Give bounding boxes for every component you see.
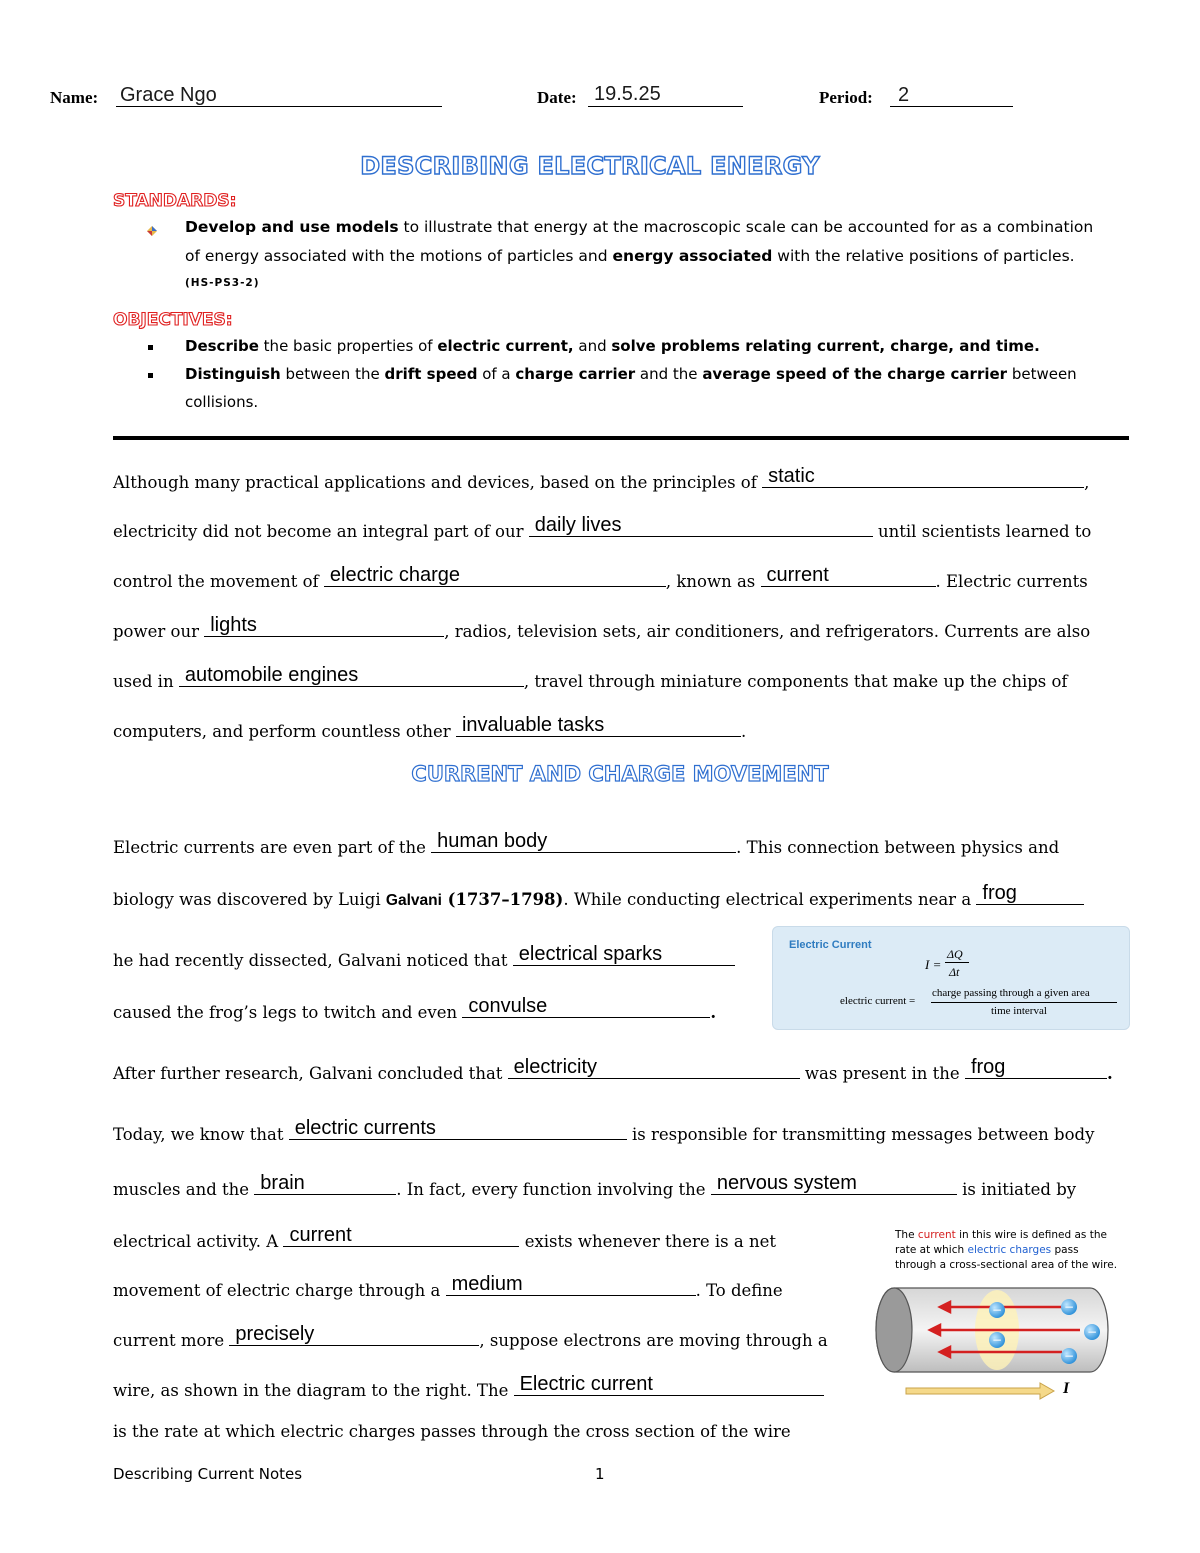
para2-line11: wire, as shown in the diagram to the right. The Electric current: [113, 1373, 824, 1400]
answer-blank[interactable]: brain: [254, 1172, 396, 1195]
objective-2: Distinguish between the drift speed of a charge carrier and the average speed of the charge carrier between: [185, 365, 1077, 383]
svg-text:−: −: [1086, 1325, 1098, 1339]
answer-blank[interactable]: daily lives: [529, 514, 873, 537]
answer-blank[interactable]: current: [761, 564, 936, 587]
answer-blank[interactable]: medium: [446, 1273, 696, 1296]
para1-line6: computers, and perform countless other invaluable tasks .: [113, 714, 747, 741]
standard-line-1: Develop and use models to illustrate that energy at the macroscopic scale can be accounted for as a combination: [185, 218, 1094, 236]
date-field[interactable]: [588, 106, 743, 107]
answer-blank[interactable]: convulse: [462, 995, 710, 1018]
fraction-bar: [945, 962, 969, 963]
date-label: Date:: [537, 88, 577, 107]
answer-blank[interactable]: nervous system: [711, 1172, 957, 1195]
section-title: CURRENT AND CHARGE MOVEMENT: [411, 762, 829, 786]
svg-text:−: −: [1063, 1300, 1075, 1314]
para2-line9: movement of electric charge through a medium . To define: [113, 1273, 783, 1300]
answer-blank[interactable]: current: [283, 1224, 519, 1247]
diamond-bullet-icon: [146, 222, 158, 241]
answer-blank[interactable]: lights: [204, 614, 444, 637]
svg-text:−: −: [991, 1303, 1003, 1317]
answer-blank[interactable]: electricity: [508, 1056, 800, 1079]
diagram-caption: The current in this wire is defined as the rate at which electric charges pass through a cross-sectional area of the wire.: [895, 1229, 1118, 1271]
name-label: Name:: [50, 88, 99, 107]
standard-emphasis: Develop and use models: [185, 218, 399, 236]
para2-line3: he had recently dissected, Galvani noticed that electrical sparks: [113, 943, 735, 970]
current-direction-arrow: [906, 1383, 1054, 1399]
para2-line7: muscles and the brain . In fact, every function involving the nervous system is initiated by: [113, 1172, 1077, 1199]
period-value: 2: [898, 84, 910, 106]
current-symbol: I: [1063, 1380, 1070, 1397]
answer-blank[interactable]: invaluable tasks: [456, 714, 741, 737]
answer-blank[interactable]: static: [762, 465, 1084, 488]
equation-box-label: Electric Current: [789, 939, 872, 951]
objectives-heading: OBJECTIVES:: [113, 310, 233, 330]
answer-blank[interactable]: human body: [431, 830, 736, 853]
equation-numerator: charge passing through a given area: [932, 987, 1090, 999]
objective-2-cont: collisions.: [185, 393, 259, 411]
para2-line12: is the rate at which electric charges passes through the cross section of the wire: [113, 1422, 791, 1441]
para1-line2: electricity did not become an integral part of our daily lives until scientists learned to: [113, 514, 1092, 541]
objective-1: Describe the basic properties of electric current, and solve problems relating current, charge, and time.: [185, 337, 1040, 355]
answer-blank[interactable]: electric charge: [324, 564, 666, 587]
para2-line4: caused the frog’s legs to twitch and even convulse .: [113, 995, 717, 1022]
section-divider: [113, 436, 1129, 440]
svg-text:−: −: [1063, 1349, 1075, 1363]
page-title: DESCRIBING ELECTRICAL ENERGY: [360, 152, 820, 180]
wire-cross-section: [876, 1288, 912, 1372]
para2-line2: biology was discovered by Luigi Galvani (1737–1798). While conducting electrical experiments near a frog: [113, 882, 1084, 910]
equation-lhs: electric current =: [840, 995, 916, 1007]
equation-dt: Δt: [949, 965, 960, 979]
period-label: Period:: [819, 88, 873, 107]
footer-title: Describing Current Notes: [113, 1465, 303, 1483]
standard-line-2: of energy associated with the motions of particles and energy associated with the relative positions of particles.: [185, 247, 1075, 265]
equation-i: I =: [925, 957, 942, 972]
answer-blank[interactable]: precisely: [229, 1323, 479, 1346]
name-value: Grace Ngo: [120, 84, 217, 106]
para1-line3: control the movement of electric charge , known as current . Electric currents: [113, 564, 1088, 591]
standards-heading: STANDARDS:: [113, 191, 237, 211]
para2-line6: Today, we know that electric currents is responsible for transmitting messages between body: [113, 1117, 1095, 1144]
para2-line5: After further research, Galvani concluded that electricity was present in the frog .: [113, 1056, 1113, 1083]
para2-line10: current more precisely , suppose electrons are moving through a: [113, 1323, 828, 1350]
equation-dq: ΔQ: [947, 947, 963, 961]
para1-line5: used in automobile engines , travel through miniature components that make up the chips of: [113, 664, 1068, 691]
para1-line4: power our lights , radios, television sets, air conditioners, and refrigerators. Currents are also: [113, 614, 1091, 641]
para2-line1: Electric currents are even part of the human body . This connection between physics and: [113, 830, 1060, 857]
standard-reference: (HS-PS3-2): [185, 277, 260, 289]
answer-blank[interactable]: electric currents: [289, 1117, 627, 1140]
equation-denominator: time interval: [991, 1005, 1047, 1017]
equation-box: [772, 926, 1130, 1030]
answer-blank[interactable]: electrical sparks: [513, 943, 735, 966]
date-value: 19.5.25: [594, 83, 661, 105]
square-bullet-icon: [148, 373, 153, 378]
wire-diagram: [870, 1280, 1120, 1400]
page-number: 1: [595, 1465, 605, 1483]
answer-blank[interactable]: frog: [976, 882, 1084, 905]
svg-text:−: −: [991, 1333, 1003, 1347]
square-bullet-icon: [148, 345, 153, 350]
answer-blank[interactable]: automobile engines: [179, 664, 524, 687]
para2-line8: electrical activity. A current exists whenever there is a net: [113, 1224, 776, 1251]
para1-line1: Although many practical applications and devices, based on the principles of static ,: [113, 465, 1090, 492]
fraction-bar: [931, 1002, 1117, 1003]
answer-blank[interactable]: frog: [965, 1056, 1107, 1079]
answer-blank[interactable]: Electric current: [514, 1373, 824, 1396]
